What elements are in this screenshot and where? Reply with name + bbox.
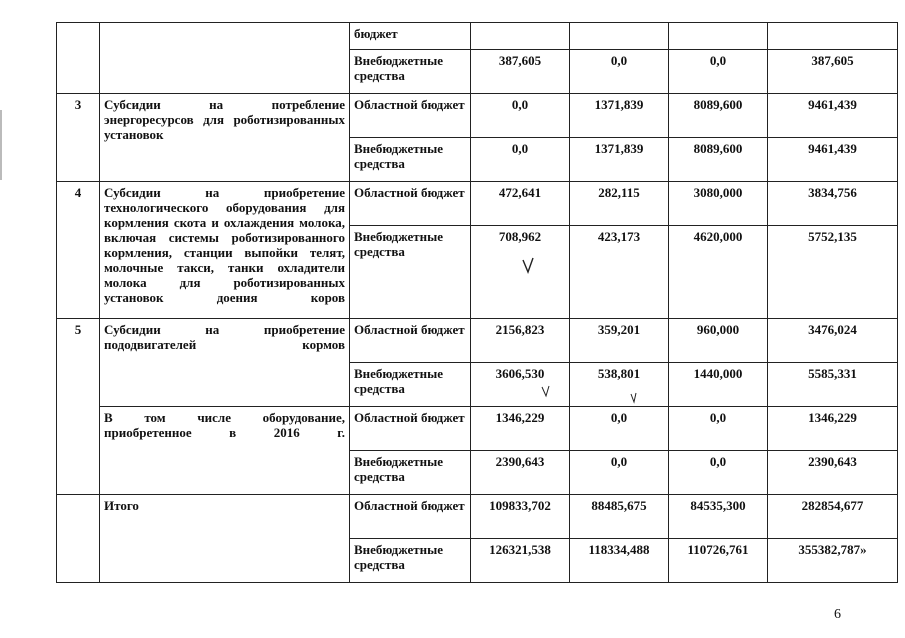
page-number: 6 bbox=[834, 607, 841, 622]
value-cell: 110726,761 bbox=[669, 539, 768, 583]
value-cell: 8089,600 bbox=[669, 94, 768, 138]
value-cell: 84535,300 bbox=[669, 495, 768, 539]
value-cell: 0,0 bbox=[570, 451, 669, 495]
value-cell: 3080,000 bbox=[669, 182, 768, 226]
source-cell: бюджет bbox=[350, 23, 471, 50]
num-cell bbox=[57, 495, 100, 583]
value-cell: 3476,024 bbox=[768, 319, 898, 363]
value-cell: 3606,530 bbox=[471, 363, 570, 407]
value-cell: 708,962 bbox=[471, 226, 570, 319]
source-cell: Внебюджетные средства bbox=[350, 50, 471, 94]
value-cell: 0,0 bbox=[570, 50, 669, 94]
source-cell: Внебюджетные средства bbox=[350, 138, 471, 182]
value-cell: 2390,643 bbox=[768, 451, 898, 495]
scan-edge-mark bbox=[0, 110, 2, 180]
source-cell: Областной бюджет bbox=[350, 407, 471, 451]
row-number: 4 bbox=[57, 182, 100, 319]
value-cell: 0,0 bbox=[669, 50, 768, 94]
table-row bbox=[57, 407, 898, 451]
value-cell: 423,173 bbox=[570, 226, 669, 319]
row-number: 3 bbox=[57, 94, 100, 182]
value-cell: 355382,787» bbox=[768, 539, 898, 583]
value-cell: 472,641 bbox=[471, 182, 570, 226]
row-number: 5 bbox=[57, 319, 100, 495]
value-cell: 109833,702 bbox=[471, 495, 570, 539]
value-cell: 0,0 bbox=[471, 94, 570, 138]
source-cell: Внебюджетные средства bbox=[350, 539, 471, 583]
value-cell: 9461,439 bbox=[768, 138, 898, 182]
value-cell: 282854,677 bbox=[768, 495, 898, 539]
value-cell: 1346,229 bbox=[768, 407, 898, 451]
handwritten-check-mark bbox=[541, 385, 551, 398]
table-row bbox=[57, 495, 898, 539]
value-cell: 1371,839 bbox=[570, 94, 669, 138]
value-cell: 359,201 bbox=[570, 319, 669, 363]
value-cell: 2390,643 bbox=[471, 451, 570, 495]
table-row bbox=[57, 319, 898, 363]
value-cell: 0,0 bbox=[669, 407, 768, 451]
value-cell: 2156,823 bbox=[471, 319, 570, 363]
value-cell: 1440,000 bbox=[669, 363, 768, 407]
value-cell: 4620,000 bbox=[669, 226, 768, 319]
value-cell: 8089,600 bbox=[669, 138, 768, 182]
row-description: Субсидии на потребление энергоресурсов для роботизированных установок bbox=[100, 94, 350, 182]
table-row bbox=[57, 23, 898, 50]
value-cell: 9461,439 bbox=[768, 94, 898, 138]
source-cell: Внебюджетные средства bbox=[350, 363, 471, 407]
handwritten-check-mark bbox=[521, 257, 535, 275]
source-cell: Областной бюджет bbox=[350, 94, 471, 138]
value-cell: 387,605 bbox=[768, 50, 898, 94]
value-cell: 387,605 bbox=[471, 50, 570, 94]
row-description: В том числе оборудование, приобретенное в 2016 г. bbox=[100, 407, 350, 495]
row-description: Субсидии на приобретение пододвигателей кормов bbox=[100, 319, 350, 407]
value-cell: 538,801 bbox=[570, 363, 669, 407]
table-row bbox=[57, 94, 898, 138]
value-cell: 1371,839 bbox=[570, 138, 669, 182]
value-cell: 88485,675 bbox=[570, 495, 669, 539]
value-cell: 118334,488 bbox=[570, 539, 669, 583]
handwritten-check-mark bbox=[630, 392, 638, 404]
value-cell: 0,0 bbox=[471, 138, 570, 182]
source-cell: Областной бюджет bbox=[350, 182, 471, 226]
value-cell: 1346,229 bbox=[471, 407, 570, 451]
row-description: Субсидии на приобретение технологического оборудования для кормления скота и охлаждения молока, включая системы роботизированного кормления, станции выпойки телят, молочные такси, танки охладители молока для роботизированных установок доения коров bbox=[100, 182, 350, 319]
source-cell: Внебюджетные средства bbox=[350, 451, 471, 495]
value-cell: 0,0 bbox=[669, 451, 768, 495]
subsidy-table bbox=[56, 22, 898, 583]
value-cell: 5752,135 bbox=[768, 226, 898, 319]
source-cell: Областной бюджет bbox=[350, 495, 471, 539]
value-cell: 126321,538 bbox=[471, 539, 570, 583]
value-cell: 5585,331 bbox=[768, 363, 898, 407]
table-row bbox=[57, 182, 898, 226]
desc-cell bbox=[100, 23, 350, 94]
value-cell: 282,115 bbox=[570, 182, 669, 226]
num-cell bbox=[57, 23, 100, 94]
source-cell: Внебюджетные средства bbox=[350, 226, 471, 319]
value-cell: 3834,756 bbox=[768, 182, 898, 226]
row-description: Итого bbox=[100, 495, 350, 583]
source-cell: Областной бюджет bbox=[350, 319, 471, 363]
value-cell: 960,000 bbox=[669, 319, 768, 363]
value-cell: 0,0 bbox=[570, 407, 669, 451]
